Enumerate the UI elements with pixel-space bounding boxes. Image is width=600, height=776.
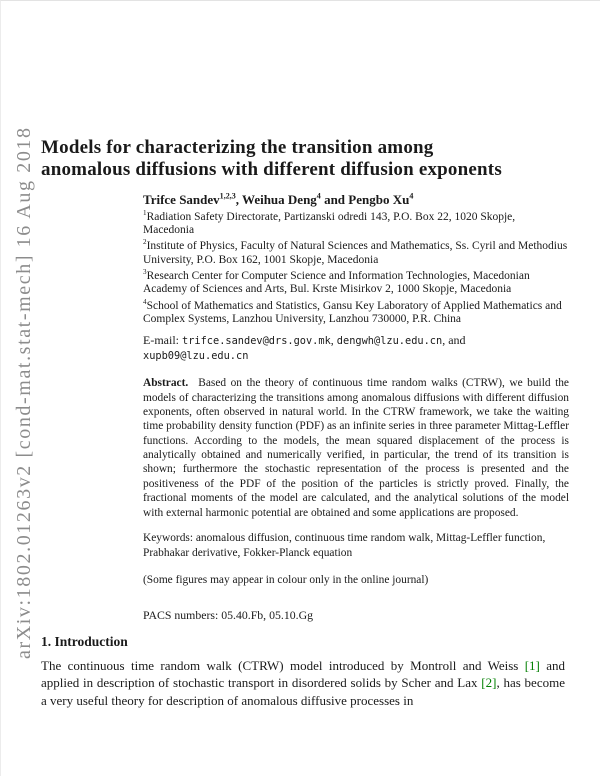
email-link[interactable]: xupb09@lzu.edu.cn xyxy=(143,350,249,363)
author-affmark: 4 xyxy=(409,191,414,201)
citation-link[interactable]: [2] xyxy=(481,675,497,691)
affiliation-number: 3 xyxy=(143,268,147,277)
intro-text: The continuous time random walk (CTRW) model introduced by Montroll and Weiss xyxy=(41,657,525,673)
author-separator: and xyxy=(320,191,349,207)
affiliation xyxy=(143,297,569,327)
affiliation-number: 2 xyxy=(143,238,147,247)
author-name: Trifce Sandev xyxy=(143,191,220,207)
intro-text: and applied in description of stochastic transport in disordered solids by Scher and Lax xyxy=(41,657,565,691)
author-affmark: 4 xyxy=(316,191,321,201)
authors-line xyxy=(143,192,566,208)
intro-text: , has become a very useful theory for description of anomalous diffusive processes in xyxy=(41,675,565,708)
affiliation xyxy=(143,240,569,267)
email-link[interactable]: dengwh@lzu.edu.cn xyxy=(336,335,443,348)
email-separator: , and xyxy=(442,333,466,348)
author-separator: , xyxy=(235,191,243,207)
affiliation-text: Research Center for Computer Science and Information Technologies, Macedonian Academy of Sciences and Arts, Bul. Krste Misirkov 2, 1000 Skopje, Macedonia xyxy=(143,270,530,296)
keywords-line: Keywords: anomalous diffusion, continuous time random walk, Mittag-Leffler function, Prabhakar derivative, Fokker-Planck equation xyxy=(143,531,546,559)
arxiv-watermark: arXiv:1802.01263v2 [cond-mat.stat-mech] 16 Aug 2018 xyxy=(13,126,35,659)
citation-link[interactable]: [1] xyxy=(524,657,540,673)
author-affmark: 1,2,3 xyxy=(219,191,236,201)
affiliation-text: Radiation Safety Directorate, Partizanski odredi 143, P.O. Box 22, 1020 Skopje, Macedonia xyxy=(143,210,516,237)
front-matter xyxy=(143,191,569,623)
paper-title: Models for characterizing the transition among anomalous diffusions with different diffusion exponents xyxy=(41,137,502,180)
affiliation-number: 1 xyxy=(143,208,147,217)
abstract xyxy=(143,376,569,520)
affiliation xyxy=(143,270,569,297)
email-link[interactable]: trifce.sandev@drs.gov.mk xyxy=(182,335,331,348)
author-name: Weihua Deng xyxy=(242,191,317,207)
email-separator: , xyxy=(330,333,337,348)
author-name: Pengbo Xu xyxy=(348,191,410,207)
affiliation-text: Institute of Physics, Faculty of Natural Sciences and Mathematics, Ss. Cyril and Methodius University, P.O. Box 162, 1001 Skopje, Macedonia xyxy=(143,240,568,266)
abstract-text: Based on the theory of continuous time random walks (CTRW), we build the models of characterizing the transitions among anomalous diffusions with different diffusion exponents, often observed in natural world. In the CTRW framework, we take the waiting time probability density function (PDF) as an infinite series in three parameter Mittag-Leffler functions. According to the models, the mean squared displacement of the process is analytically obtained and numerically verified, in particular, the trend of its transition is shown; furthermore the stochastic representation of the process is presented and the positiveness of the PDF of the position of the particles is strictly proved. Finally, the fractional moments of the model are calculated, and the analytical solutions of the model with external harmonic potential are obtained and some applications are proposed. xyxy=(143,377,569,519)
email-label: E-mail: xyxy=(143,333,182,348)
affiliation-text: School of Mathematics and Statistics, Gansu Key Laboratory of Applied Mathematics and Complex Systems, Lanzhou University, Lanzhou 730000, P.R. China xyxy=(143,299,562,325)
intro-paragraph xyxy=(41,657,565,710)
abstract-label: Abstract. xyxy=(143,377,189,390)
paper-content xyxy=(1,1,600,709)
affiliation-number: 4 xyxy=(143,297,147,306)
pacs-line: PACS numbers: 05.40.Fb, 05.10.Gg xyxy=(143,607,313,622)
colour-figures-note: (Some figures may appear in colour only in the online journal) xyxy=(143,573,429,586)
section-heading-introduction: 1. Introduction xyxy=(41,633,128,649)
affiliation xyxy=(143,208,569,238)
email-line xyxy=(143,333,569,363)
